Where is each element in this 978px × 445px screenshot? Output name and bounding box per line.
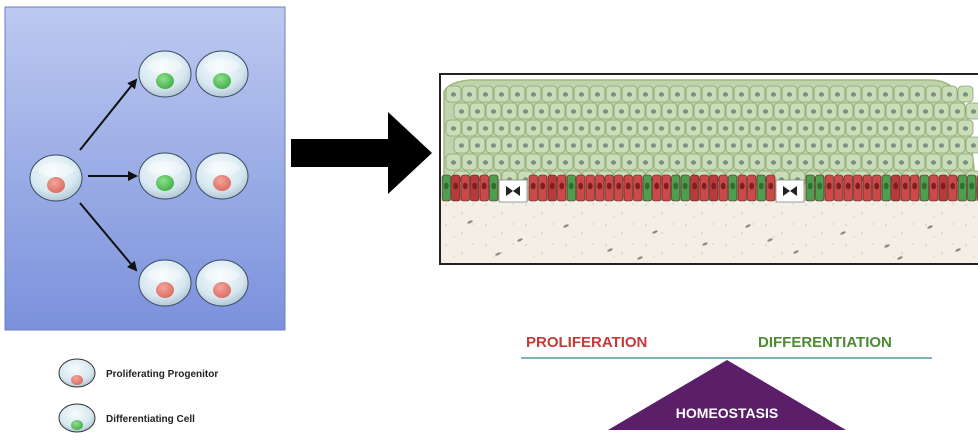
suprabasal-cell [646, 103, 661, 119]
suprabasal-cell [958, 154, 973, 170]
suprabasal-cell [958, 120, 973, 136]
suprabasal-cell [774, 137, 789, 153]
suprabasal-cell [502, 103, 517, 119]
suprabasal-cell [566, 103, 581, 119]
suprabasal-cell [526, 120, 541, 136]
basal-proliferating-cell [539, 175, 548, 201]
suprabasal-cell [702, 154, 717, 170]
suprabasal-cell [558, 86, 573, 102]
suprabasal-cell [622, 86, 637, 102]
suprabasal-cell [542, 120, 557, 136]
suprabasal-cell [470, 103, 485, 119]
suprabasal-cell [454, 103, 469, 119]
suprabasal-cell [582, 103, 597, 119]
basal-proliferating-cell [892, 175, 901, 201]
basal-differentiating-cell [442, 175, 451, 201]
basal-proliferating-cell [901, 175, 910, 201]
basal-proliferating-cell [691, 175, 700, 201]
stem-cell-niche [776, 180, 804, 202]
suprabasal-cell [446, 86, 461, 102]
suprabasal-cell [654, 86, 669, 102]
homeostasis-label: HOMEOSTASIS [675, 405, 779, 421]
suprabasal-cell [478, 86, 493, 102]
basal-proliferating-cell [738, 175, 747, 201]
suprabasal-cell [558, 120, 573, 136]
suprabasal-cell [582, 137, 597, 153]
daughter-cell-bottom-left [139, 260, 191, 306]
homeostasis-balance [521, 334, 932, 430]
daughter-cell-top-left [139, 51, 191, 97]
basal-differentiating-cell [672, 175, 681, 201]
suprabasal-cell [838, 137, 853, 153]
suprabasal-cell [486, 137, 501, 153]
suprabasal-cell [822, 137, 837, 153]
suprabasal-cell [910, 154, 925, 170]
big-arrow-icon [291, 112, 432, 194]
suprabasal-cell [838, 103, 853, 119]
suprabasal-cell [814, 154, 829, 170]
parent-progenitor-cell [30, 155, 82, 201]
legend-proliferating-label: Proliferating Progenitor [106, 369, 219, 380]
suprabasal-cell [718, 120, 733, 136]
suprabasal-cell [942, 154, 957, 170]
suprabasal-cell [910, 120, 925, 136]
suprabasal-cell [670, 154, 685, 170]
suprabasal-cell [702, 120, 717, 136]
suprabasal-cell [942, 120, 957, 136]
suprabasal-cell [766, 86, 781, 102]
suprabasal-cell [734, 154, 749, 170]
suprabasal-cell [734, 86, 749, 102]
proliferation-label: PROLIFERATION [526, 334, 648, 351]
suprabasal-cell [894, 154, 909, 170]
suprabasal-cell [862, 86, 877, 102]
suprabasal-cell [702, 86, 717, 102]
basal-differentiating-cell [958, 175, 967, 201]
basal-proliferating-cell [548, 175, 557, 201]
suprabasal-cell [774, 103, 789, 119]
suprabasal-cell [750, 120, 765, 136]
legend-differentiating-cell-icon [59, 404, 95, 432]
suprabasal-cell [494, 154, 509, 170]
suprabasal-cell [934, 137, 949, 153]
basal-proliferating-cell [662, 175, 671, 201]
suprabasal-cell [886, 103, 901, 119]
suprabasal-cell [694, 103, 709, 119]
basal-differentiating-cell [757, 175, 766, 201]
suprabasal-cell [606, 86, 621, 102]
basal-differentiating-cell [567, 175, 576, 201]
suprabasal-cell [750, 86, 765, 102]
suprabasal-cell [614, 137, 629, 153]
suprabasal-cell [670, 86, 685, 102]
suprabasal-cell [446, 120, 461, 136]
basal-proliferating-cell [825, 175, 834, 201]
suprabasal-cell [846, 120, 861, 136]
suprabasal-cell [526, 154, 541, 170]
basal-proliferating-cell [767, 175, 776, 201]
basal-differentiating-cell [920, 175, 929, 201]
suprabasal-cell [534, 103, 549, 119]
basal-differentiating-cell [968, 175, 977, 201]
suprabasal-cell [862, 120, 877, 136]
suprabasal-cell [590, 86, 605, 102]
suprabasal-cell [726, 103, 741, 119]
suprabasal-cell [718, 154, 733, 170]
suprabasal-cell [862, 154, 877, 170]
daughter-cell-bottom-right [196, 260, 248, 306]
suprabasal-cell [478, 120, 493, 136]
suprabasal-cell [814, 86, 829, 102]
suprabasal-cell [606, 120, 621, 136]
suprabasal-cell [742, 103, 757, 119]
suprabasal-cell [718, 86, 733, 102]
suprabasal-cell [750, 154, 765, 170]
suprabasal-cell [494, 86, 509, 102]
daughter-cell-middle-left [139, 153, 191, 199]
suprabasal-cell [574, 86, 589, 102]
suprabasal-cell [806, 103, 821, 119]
suprabasal-cell [470, 137, 485, 153]
suprabasal-cell [670, 120, 685, 136]
suprabasal-cell [518, 137, 533, 153]
suprabasal-cell [782, 86, 797, 102]
suprabasal-cell [622, 154, 637, 170]
suprabasal-cell [870, 137, 885, 153]
suprabasal-cell [910, 86, 925, 102]
suprabasal-cell [622, 120, 637, 136]
basal-proliferating-cell [911, 175, 920, 201]
suprabasal-cell [902, 103, 917, 119]
suprabasal-cell [782, 120, 797, 136]
basal-proliferating-cell [586, 175, 595, 201]
suprabasal-cell [830, 120, 845, 136]
suprabasal-cell [686, 154, 701, 170]
suprabasal-cell [726, 137, 741, 153]
basal-proliferating-cell [844, 175, 853, 201]
basal-differentiating-cell [806, 175, 815, 201]
basal-proliferating-cell [471, 175, 480, 201]
suprabasal-cell [590, 154, 605, 170]
basal-proliferating-cell [615, 175, 624, 201]
basal-differentiating-cell [816, 175, 825, 201]
basal-proliferating-cell [558, 175, 567, 201]
suprabasal-cell [478, 154, 493, 170]
suprabasal-cell [950, 103, 965, 119]
basal-proliferating-cell [835, 175, 844, 201]
suprabasal-cell [638, 120, 653, 136]
suprabasal-cell [926, 120, 941, 136]
basal-proliferating-cell [854, 175, 863, 201]
basal-proliferating-cell [863, 175, 872, 201]
suprabasal-cell [966, 103, 978, 119]
suprabasal-cell [894, 120, 909, 136]
basal-proliferating-cell [949, 175, 958, 201]
suprabasal-cell [654, 120, 669, 136]
suprabasal-cell [630, 137, 645, 153]
suprabasal-cell [942, 86, 957, 102]
suprabasal-cell [454, 137, 469, 153]
suprabasal-cell [950, 137, 965, 153]
suprabasal-cell [502, 137, 517, 153]
basal-proliferating-cell [605, 175, 614, 201]
basal-proliferating-cell [529, 175, 538, 201]
suprabasal-cell [678, 137, 693, 153]
suprabasal-cell [782, 154, 797, 170]
suprabasal-cell [574, 120, 589, 136]
differentiation-label: DIFFERENTIATION [758, 334, 892, 351]
basal-proliferating-cell [710, 175, 719, 201]
suprabasal-cell [926, 86, 941, 102]
suprabasal-cell [926, 154, 941, 170]
basal-proliferating-cell [939, 175, 948, 201]
suprabasal-cell [830, 86, 845, 102]
basal-proliferating-cell [930, 175, 939, 201]
suprabasal-cell [918, 103, 933, 119]
suprabasal-cell [606, 154, 621, 170]
suprabasal-cell [966, 137, 978, 153]
suprabasal-cell [830, 154, 845, 170]
suprabasal-cell [806, 137, 821, 153]
epithelium-illustration [440, 74, 978, 264]
suprabasal-cell [638, 86, 653, 102]
suprabasal-cell [590, 120, 605, 136]
suprabasal-cell [662, 137, 677, 153]
basal-differentiating-cell [643, 175, 652, 201]
suprabasal-cell [574, 154, 589, 170]
suprabasal-cell [878, 154, 893, 170]
suprabasal-cell [894, 86, 909, 102]
legend-proliferating-cell-icon [59, 359, 95, 387]
suprabasal-cell [646, 137, 661, 153]
suprabasal-cell [742, 137, 757, 153]
legend-differentiating-label: Differentiating Cell [106, 414, 195, 425]
suprabasal-cell [758, 103, 773, 119]
suprabasal-cell [846, 154, 861, 170]
suprabasal-cell [462, 86, 477, 102]
basal-proliferating-cell [452, 175, 461, 201]
suprabasal-cell [510, 120, 525, 136]
suprabasal-cell [542, 86, 557, 102]
basal-proliferating-cell [700, 175, 709, 201]
suprabasal-cell [758, 137, 773, 153]
suprabasal-cell [798, 86, 813, 102]
basal-proliferating-cell [624, 175, 633, 201]
basal-proliferating-cell [634, 175, 643, 201]
suprabasal-cell [598, 103, 613, 119]
suprabasal-cell [710, 137, 725, 153]
suprabasal-cell [462, 120, 477, 136]
suprabasal-cell [550, 103, 565, 119]
legend [59, 359, 218, 432]
daughter-cell-middle-right [196, 153, 248, 199]
suprabasal-cell [550, 137, 565, 153]
stem-cell-niche [499, 180, 527, 202]
suprabasal-cell [934, 103, 949, 119]
suprabasal-cell [558, 154, 573, 170]
suprabasal-cell [542, 154, 557, 170]
basal-proliferating-cell [461, 175, 470, 201]
suprabasal-cell [854, 103, 869, 119]
suprabasal-cell [846, 86, 861, 102]
suprabasal-cell [766, 154, 781, 170]
suprabasal-cell [526, 86, 541, 102]
suprabasal-cell [686, 120, 701, 136]
suprabasal-cell [790, 137, 805, 153]
suprabasal-cell [630, 103, 645, 119]
basal-proliferating-cell [596, 175, 605, 201]
suprabasal-cell [870, 103, 885, 119]
suprabasal-cell [462, 154, 477, 170]
suprabasal-cell [598, 137, 613, 153]
suprabasal-cell [798, 154, 813, 170]
suprabasal-cell [510, 86, 525, 102]
suprabasal-cell [918, 137, 933, 153]
suprabasal-cell [710, 103, 725, 119]
suprabasal-cell [638, 154, 653, 170]
suprabasal-cell [566, 137, 581, 153]
basal-proliferating-cell [480, 175, 489, 201]
basal-differentiating-cell [729, 175, 738, 201]
suprabasal-cell [790, 103, 805, 119]
basal-differentiating-cell [681, 175, 690, 201]
suprabasal-cell [878, 86, 893, 102]
basal-proliferating-cell [748, 175, 757, 201]
basal-proliferating-cell [653, 175, 662, 201]
suprabasal-cell [678, 103, 693, 119]
basal-proliferating-cell [873, 175, 882, 201]
suprabasal-cell [518, 103, 533, 119]
basal-differentiating-cell [882, 175, 891, 201]
basal-differentiating-cell [490, 175, 499, 201]
suprabasal-cell [814, 120, 829, 136]
suprabasal-cell [886, 137, 901, 153]
suprabasal-cell [798, 120, 813, 136]
suprabasal-cell [694, 137, 709, 153]
suprabasal-cell [662, 103, 677, 119]
suprabasal-cell [654, 154, 669, 170]
suprabasal-cell [494, 120, 509, 136]
suprabasal-cell [958, 86, 973, 102]
suprabasal-cell [486, 103, 501, 119]
suprabasal-cell [878, 120, 893, 136]
daughter-cell-top-right [196, 51, 248, 97]
suprabasal-cell [614, 103, 629, 119]
suprabasal-cell [446, 154, 461, 170]
suprabasal-cell [766, 120, 781, 136]
basal-proliferating-cell [577, 175, 586, 201]
suprabasal-cell [534, 137, 549, 153]
suprabasal-cell [854, 137, 869, 153]
suprabasal-cell [822, 103, 837, 119]
suprabasal-cell [510, 154, 525, 170]
suprabasal-cell [686, 86, 701, 102]
suprabasal-cell [902, 137, 917, 153]
suprabasal-cell [734, 120, 749, 136]
basal-proliferating-cell [719, 175, 728, 201]
